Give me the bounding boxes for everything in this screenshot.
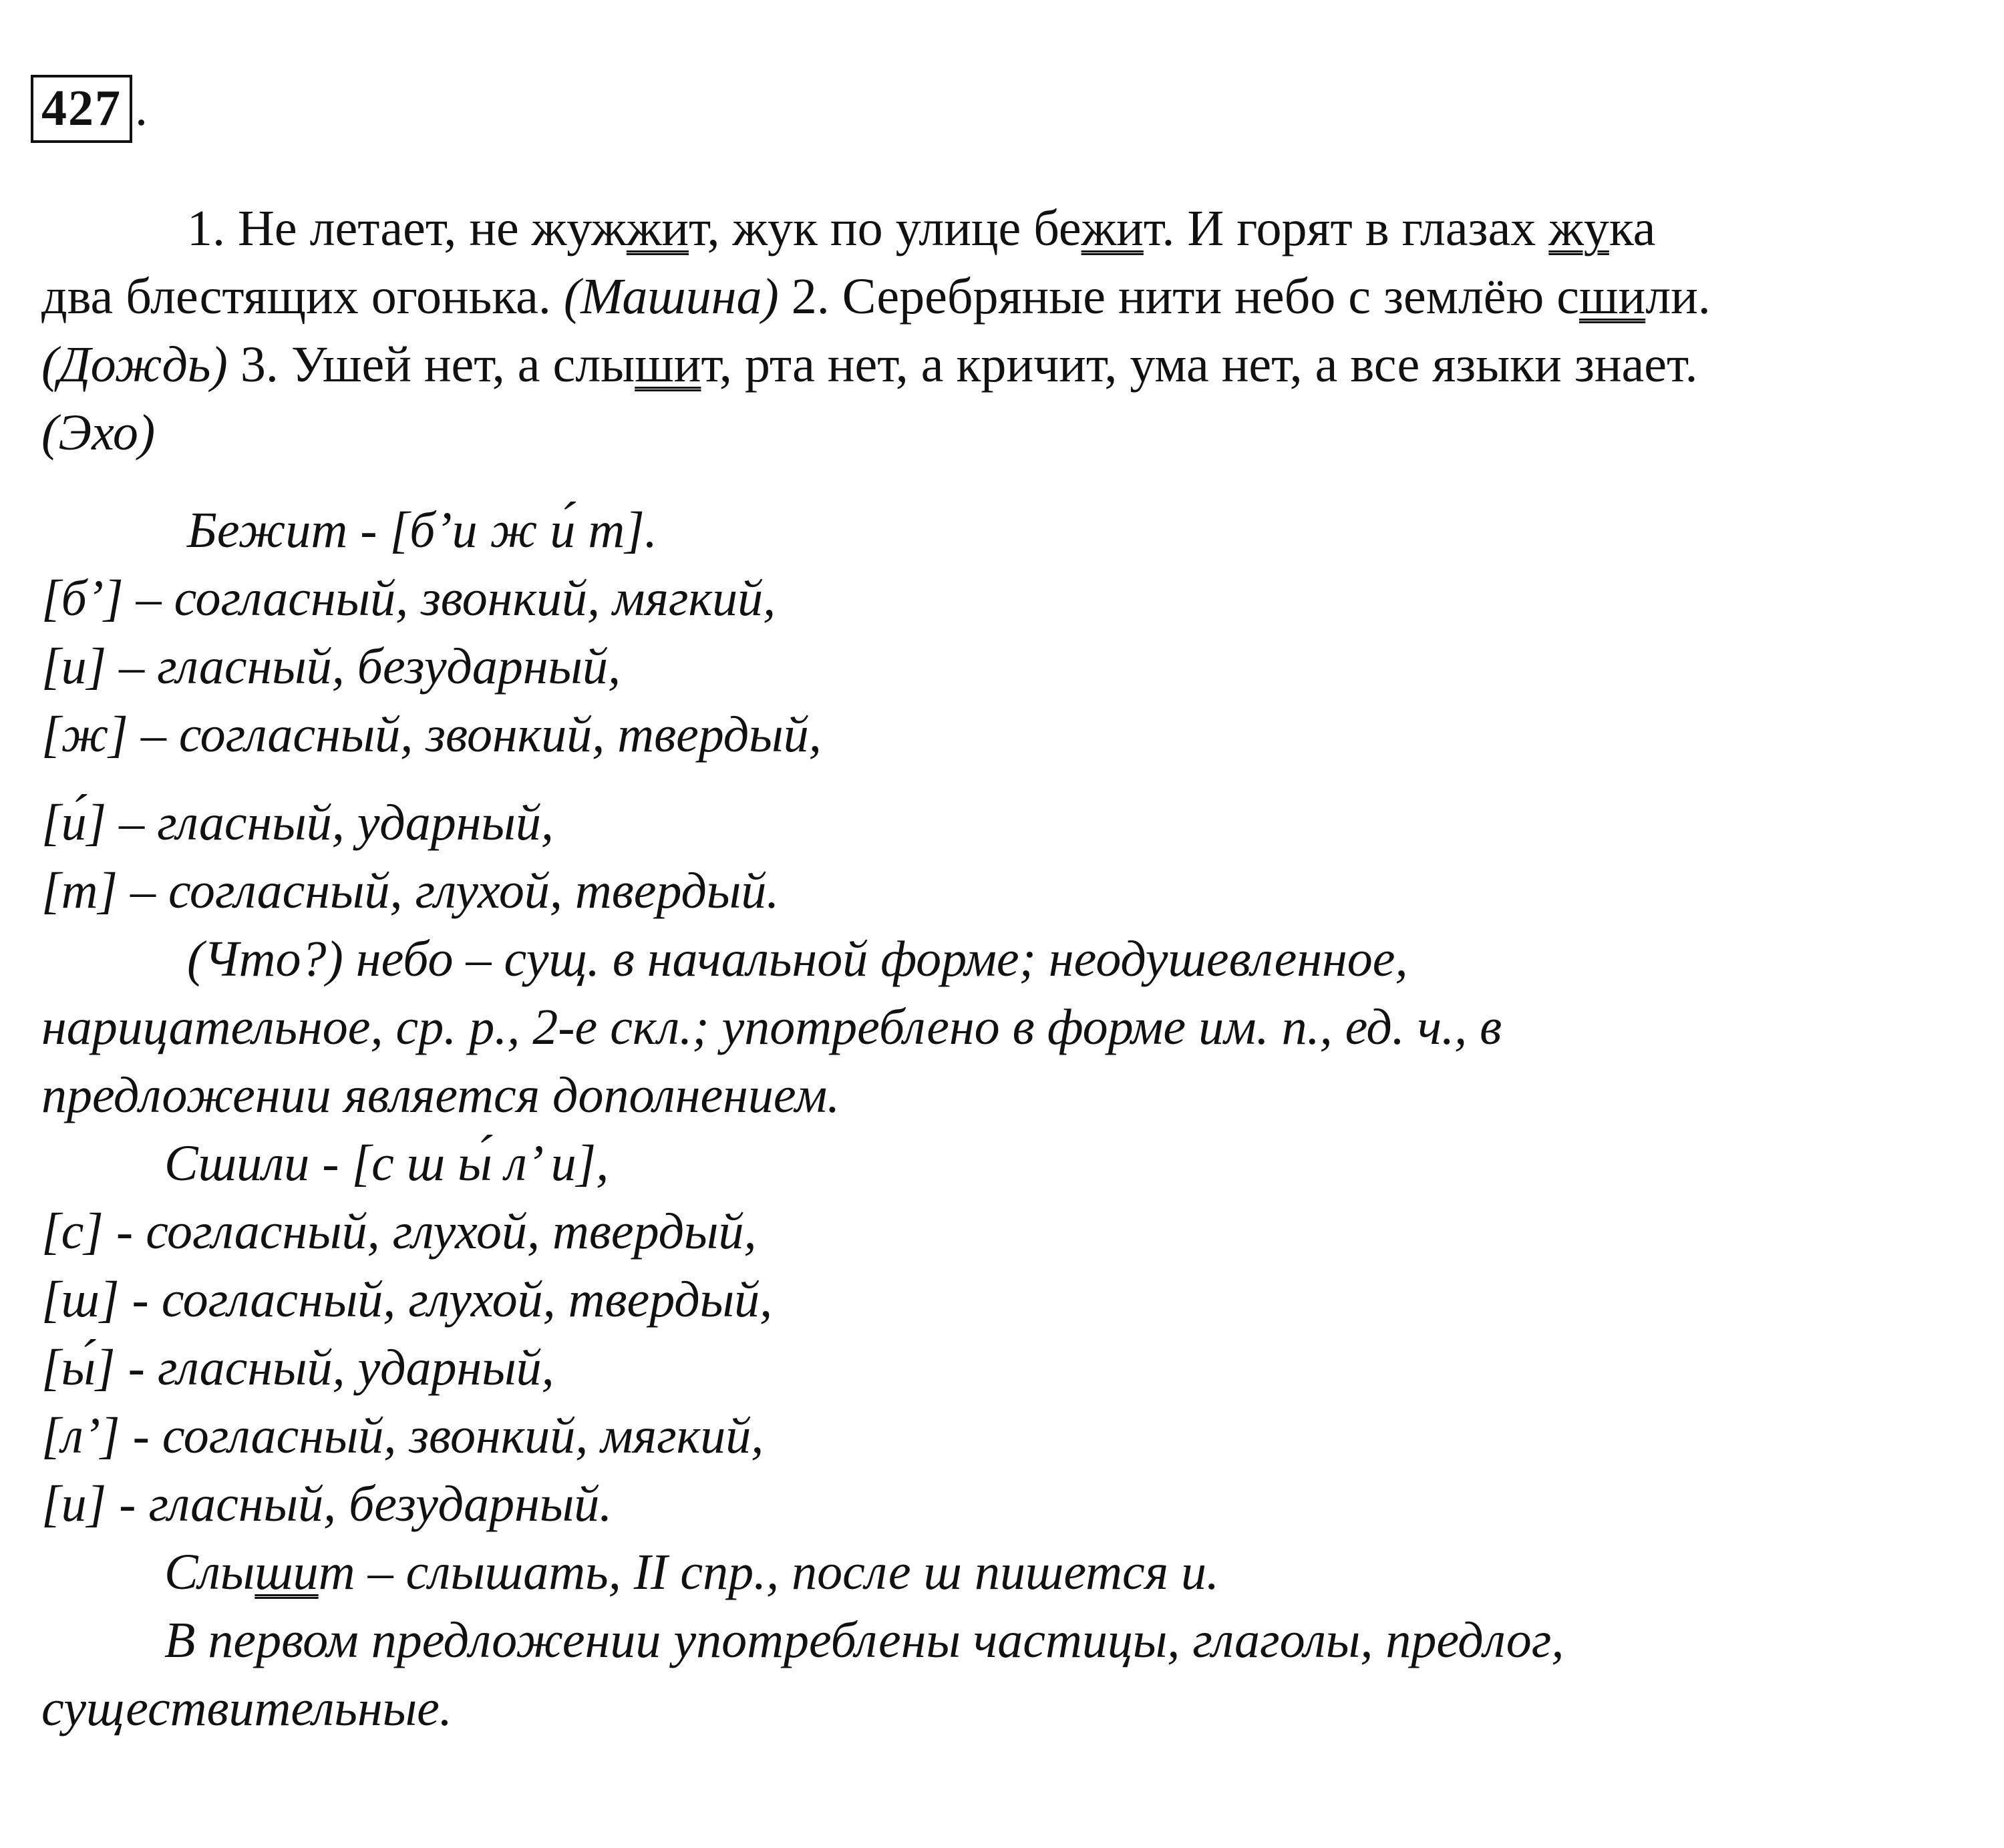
slyshit-text-a: Слы — [164, 1544, 255, 1600]
sshili-sound-s: [с] - согласный, глухой, твердый, — [41, 1204, 757, 1260]
sshili-sound-i: [и] - гласный, безударный. — [41, 1476, 613, 1532]
riddle-3-text-b: т, рта нет, а кричит, ума нет, а все языки знает. — [701, 337, 1698, 393]
riddle-1-text-c: т. И горят в глазах — [1143, 200, 1549, 256]
bezhit-sound-zh: [ж] – согласный, звонкий, твердый, — [41, 707, 822, 763]
riddle-2-text-c: ли. — [1645, 268, 1711, 325]
riddle-line-4 — [41, 405, 156, 461]
riddle-1-text-a: 1. Не летает, не жуж — [187, 200, 627, 256]
exercise-number — [31, 75, 149, 143]
sshili-sound-sh: [ш] - согласный, глухой, твердый, — [41, 1272, 773, 1328]
bezhit-transcription: Бежит - [б’и ж и́ т]. — [187, 502, 657, 558]
nebo-analysis-line-2: нарицательное, ср. р., 2-е скл.; употреблено в форме им. п., ед. ч., в — [41, 999, 1502, 1055]
slyshit-text-b: т – слышать, II спр., после ш пишется и. — [318, 1544, 1220, 1600]
answer-ekho: (Эхо) — [41, 405, 156, 461]
riddle-1-underlined-zhu: жу — [1548, 200, 1609, 256]
riddle-line-3 — [41, 337, 1698, 393]
slyshit-analysis — [164, 1544, 1220, 1600]
riddle-3-text-a: 3. Ушей нет, а слы — [227, 337, 635, 393]
slyshit-underlined-shi: ши — [255, 1544, 319, 1600]
bezhit-sound-i-stressed: [и́] – гласный, ударный, — [41, 795, 554, 851]
exercise-number-box: 427 — [31, 75, 132, 143]
answer-mashina: (Машина) — [563, 268, 779, 325]
first-sentence-line-1: В первом предложении употреблены частицы, глаголы, предлог, — [164, 1612, 1564, 1668]
riddle-1-underlined-zhi-1: жи — [626, 200, 689, 256]
riddle-1-text-d: ка — [1609, 200, 1656, 256]
riddle-line-1 — [187, 200, 1656, 256]
riddle-3-underlined-shi: ши — [635, 337, 701, 393]
sshili-transcription: Сшили - [с ш ы́ л’ и], — [164, 1135, 609, 1191]
riddle-1-underlined-zhi-2: жи — [1081, 200, 1144, 256]
riddle-2-text-a: два блестящих огонька. — [41, 268, 564, 325]
nebo-analysis-line-3: предложении является дополнением. — [41, 1067, 840, 1123]
bezhit-sound-t: [т] – согласный, глухой, твердый. — [41, 863, 780, 919]
bezhit-sound-b: [б’] – согласный, звонкий, мягкий, — [41, 570, 776, 626]
bezhit-sound-i: [и] – гласный, безударный, — [41, 638, 621, 695]
riddle-2-underlined-shi: ши — [1579, 268, 1646, 325]
sshili-sound-l: [л’] - согласный, звонкий, мягкий, — [41, 1408, 764, 1464]
sshili-sound-y: [ы́] - гласный, ударный, — [41, 1340, 554, 1396]
answer-dozhd: (Дождь) — [41, 337, 228, 393]
riddle-2-text-b: 2. Серебряные нити небо с землёю с — [778, 268, 1579, 325]
riddle-line-2 — [41, 268, 1711, 325]
exercise-number-dot: . — [135, 80, 149, 136]
nebo-analysis-line-1: (Что?) небо – сущ. в начальной форме; неодушевленное, — [187, 931, 1408, 987]
first-sentence-line-2: существительные. — [41, 1680, 452, 1736]
riddle-1-text-b: т, жук по улице бе — [689, 200, 1081, 256]
